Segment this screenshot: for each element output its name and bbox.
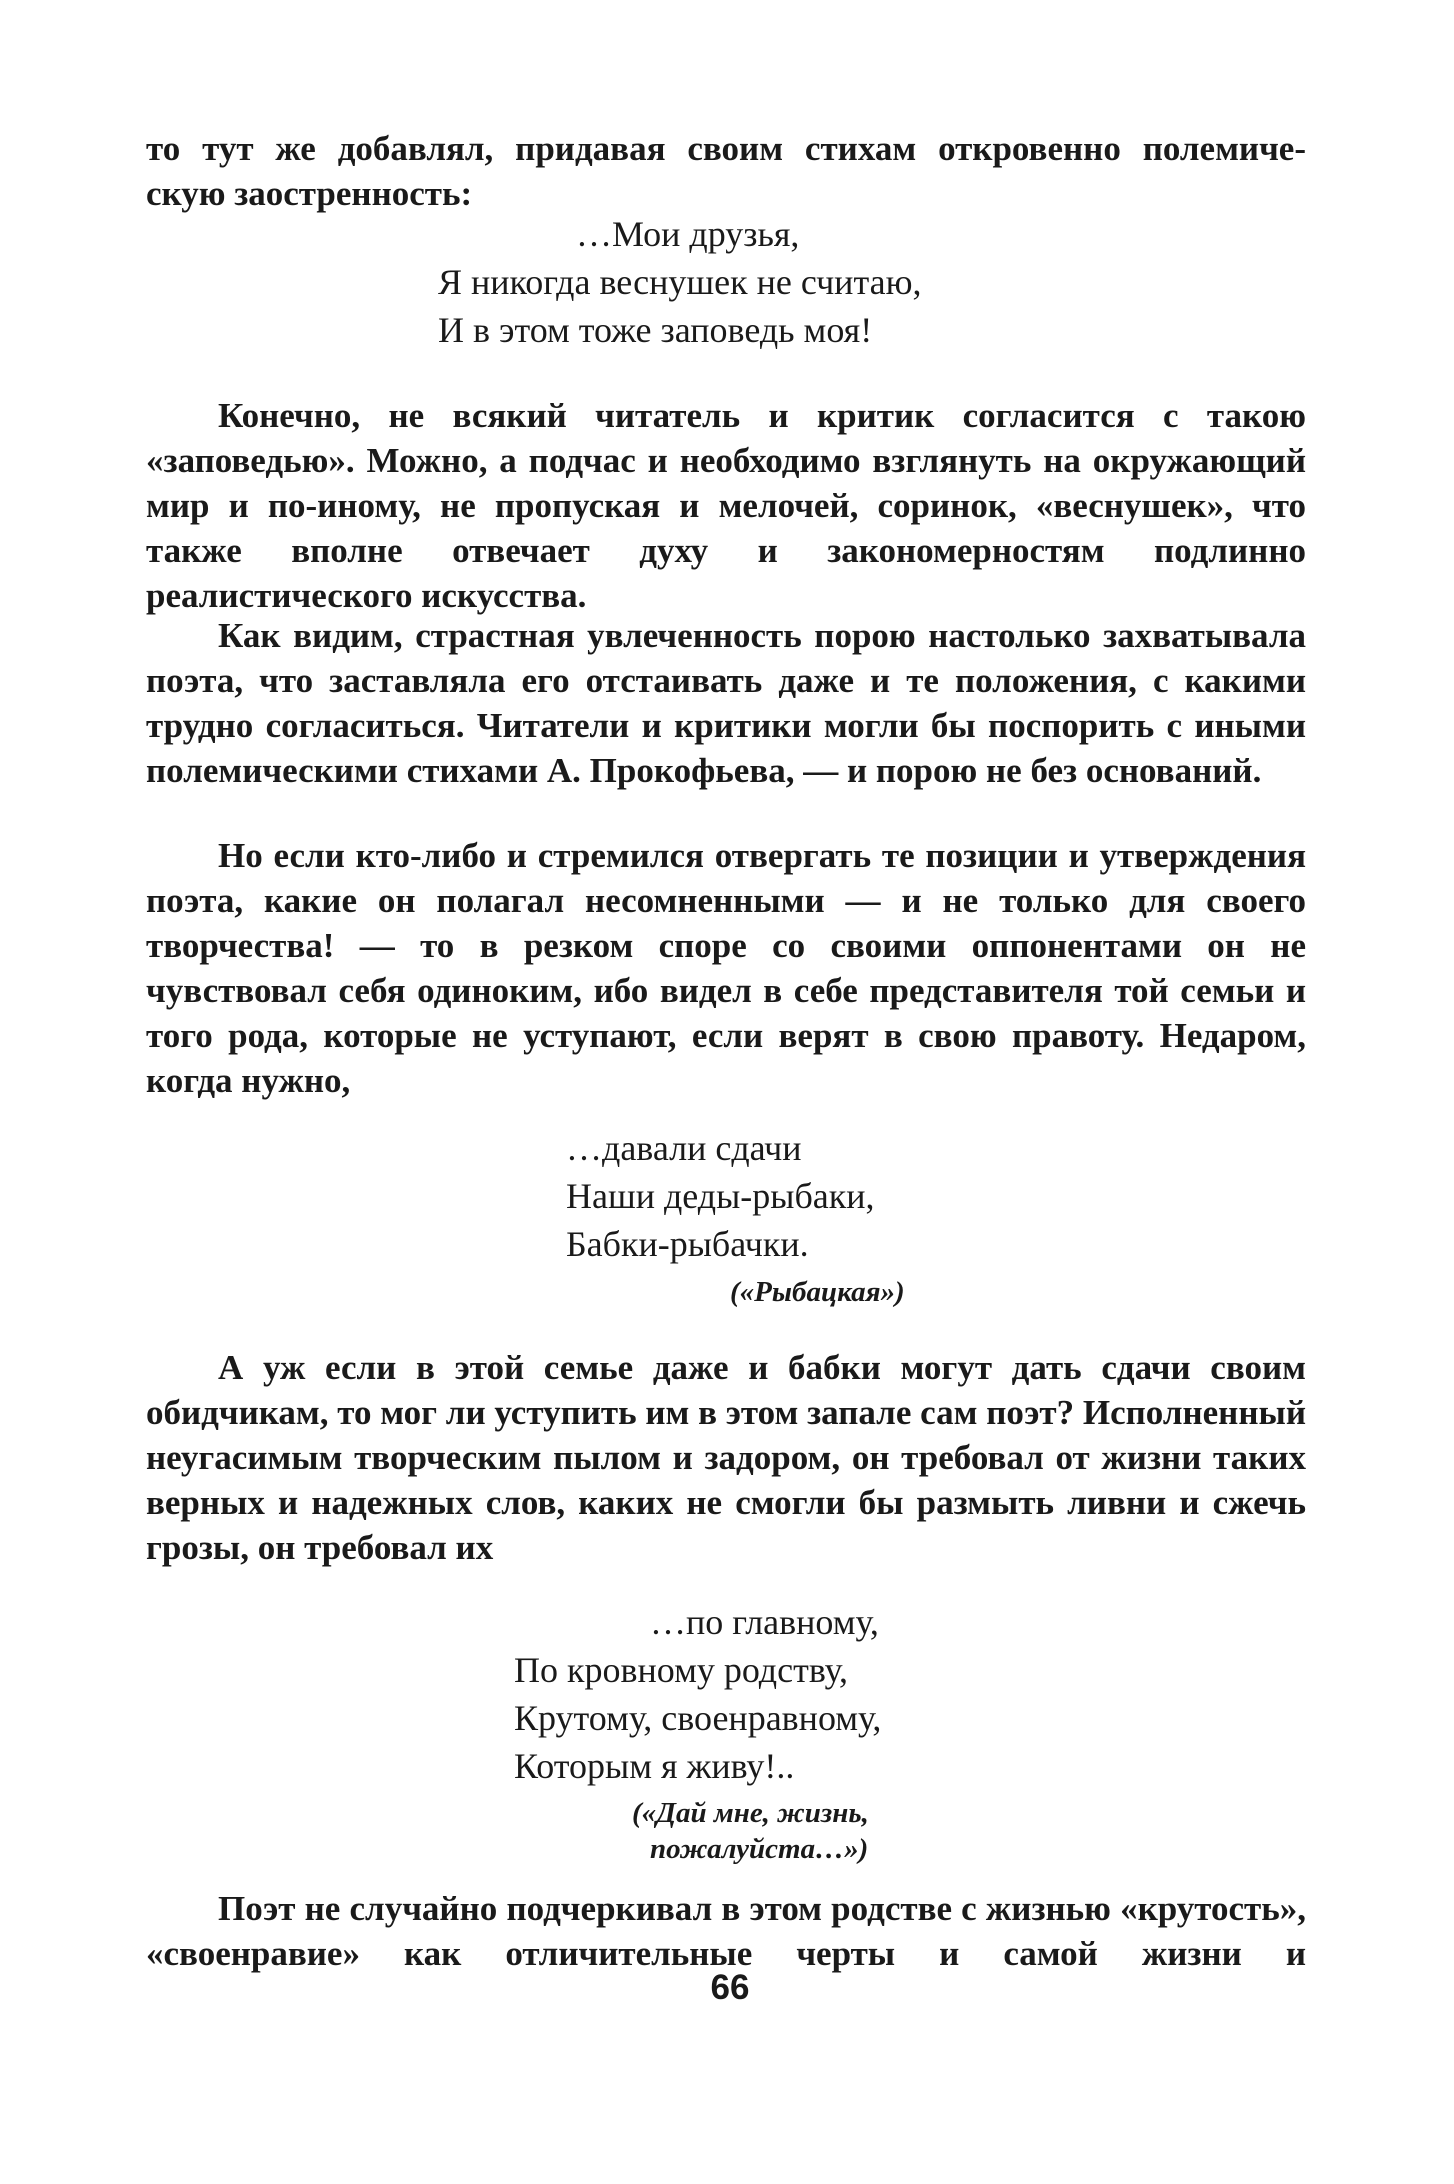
paragraph-3-block	[146, 833, 1306, 1103]
source-line: («Дай мне, жизнь,	[632, 1797, 869, 1829]
paragraph-4-block	[146, 1345, 1306, 1570]
verse-line: …по главному,	[650, 1602, 879, 1642]
verse-line: И в этом тоже заповедь моя!	[438, 310, 873, 350]
paragraph: Поэт не случайно подчеркивал в этом родстве с жизнью «крутость», «своенравие» как отличительные черты и самой жизни и	[146, 1889, 1306, 1973]
verse-line: Наши деды-рыбаки,	[566, 1176, 875, 1216]
verse-line: Которым я живу!..	[514, 1746, 795, 1786]
paragraph-2-block	[146, 613, 1306, 793]
verse-line: Я никогда веснушек не считаю,	[438, 262, 922, 302]
verse-line: Бабки-рыбачки.	[566, 1224, 809, 1264]
paragraph: Конечно, не всякий читатель и критик согласится с такою «заповедью». Можно, а подчас и необходимо взглянуть на окружающий мир и по-иному, не пропуская и мелочей, соринок, «веснушек», что также вполне отвечает духу и закономерностям подлинно реалистического искусства.	[146, 396, 1306, 615]
page-number: 66	[710, 1968, 750, 2007]
poem-source	[632, 1795, 869, 1867]
paragraph: А уж если в этой семье даже и бабки могут дать сдачи своим обидчикам, то мог ли уступить им в этом запале сам поэт? Исполненный неугасимым творческим пылом и задором, он требовал от жизни таких верных и надежных слов, каких не смогли бы размыть ливни и сжечь грозы, он требовал их	[146, 1348, 1306, 1567]
paragraph-5-block	[146, 1886, 1306, 1976]
verse-1	[438, 210, 922, 354]
paragraph: Но если кто-либо и стремился отвергать те позиции и утверждения поэта, какие он полагал несомненными — и не только для своего творчества! — то в резком споре со своими оппонентами он не чувствовал себя одиноким, ибо видел в себе представителя той семьи и того рода, которые не уступают, если верят в свою правоту. Недаром, когда нужно,	[146, 836, 1306, 1100]
verse-line: Крутому, своенравному,	[514, 1698, 882, 1738]
verse-line: По кровному родству,	[514, 1650, 849, 1690]
paragraph: Как видим, страстная увлеченность порою настолько захватывала поэта, что заставляла его отстаивать даже и те положения, с какими трудно согласиться. Читатели и критики могли бы поспорить с иными полемическими стихами А. Прокофьева, — и порою не без оснований.	[146, 616, 1306, 790]
verse-2	[566, 1124, 875, 1268]
intro-text	[146, 126, 1306, 216]
intro-line: скую заостренность:	[146, 174, 473, 213]
paragraph-1-block	[146, 393, 1306, 618]
poem-source: («Рыбацкая»)	[730, 1276, 905, 1308]
verse-line: …Мои друзья,	[576, 214, 800, 254]
verse-3	[514, 1598, 881, 1790]
source-line: пожалуйста…»)	[650, 1833, 869, 1865]
verse-line: …давали сдачи	[566, 1128, 802, 1168]
intro-line: то тут же добавлял, придавая своим стихам откровенно полемиче-	[146, 129, 1306, 168]
